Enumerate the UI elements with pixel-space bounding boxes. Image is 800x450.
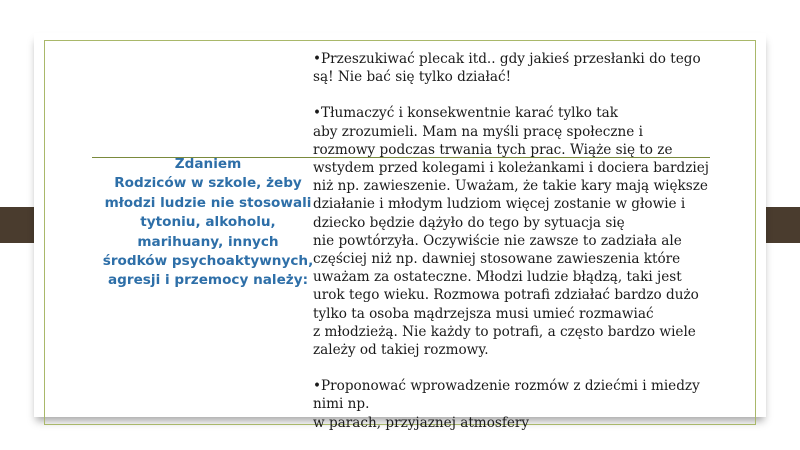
body-line: dziecko będzie dążyło do tego by sytuacja się bbox=[313, 214, 625, 231]
title-line: tytoniu, alkoholu, bbox=[140, 214, 276, 231]
title-line: Zdaniem bbox=[174, 156, 242, 172]
body-line: z młodzieżą. Nie każdy to potrafi, a często bardzo wiele bbox=[313, 323, 696, 340]
body-line: nie powtórzyła. Oczywiście nie zawsze to zadziała ale bbox=[313, 232, 682, 249]
body-line: •Tłumaczyć i konsekwentnie karać tylko tak bbox=[313, 105, 619, 122]
body-line: aby zrozumieli. Mam na myśli pracę społeczne i bbox=[313, 123, 644, 140]
body-line: nimi np. bbox=[313, 396, 370, 413]
bullet-paragraph bbox=[313, 377, 733, 432]
body-line: są! Nie bać się tylko działać! bbox=[313, 69, 512, 86]
body-line: •Przeszukiwać plecak itd.. gdy jakieś przesłanki do tego bbox=[313, 51, 701, 67]
left-decorative-band bbox=[0, 207, 34, 243]
body-line: niż np. zawieszenie. Uważam, że takie kary mają większe bbox=[313, 178, 708, 195]
body-line: w parach, przyjaznej atmosfery bbox=[313, 414, 530, 431]
body-line: tylko ta osoba mądrzejsza musi umieć rozmawiać bbox=[313, 305, 654, 322]
body-line: wstydem przed kolegami i koleżankami i dociera bardziej bbox=[313, 160, 709, 177]
title-line: agresji i przemocy należy: bbox=[107, 272, 309, 289]
body-line: urok tego wieku. Rozmowa potrafi zdziałać bardzo dużo bbox=[313, 287, 699, 304]
body-line: działanie i młodym ludziom więcej zostanie w głowie i bbox=[313, 196, 686, 213]
body-line: •Proponować wprowadzenie rozmów z dziećmi i miedzy bbox=[313, 378, 700, 395]
body-line: częściej niż np. dawniej stosowane zawieszenia które bbox=[313, 251, 681, 268]
title-line: marihuany, innych bbox=[137, 233, 279, 250]
body-line: zależy od takiej rozmowy. bbox=[313, 342, 489, 359]
slide-body bbox=[313, 50, 733, 450]
title-line: młodzi ludzie nie stosowali bbox=[104, 194, 312, 211]
right-decorative-band bbox=[766, 207, 800, 243]
bullet-paragraph bbox=[313, 50, 733, 86]
slide-title bbox=[88, 155, 328, 291]
body-line: rozmowy podczas trwania tych prac. Wiąże się to ze bbox=[313, 141, 673, 158]
body-line: uważam za ostateczne. Młodzi ludzie błądzą, taki jest bbox=[313, 269, 682, 286]
bullet-paragraph bbox=[313, 104, 733, 359]
title-line: Rodziców w szkole, żeby bbox=[114, 175, 302, 192]
title-line: środków psychoaktywnych, bbox=[102, 253, 314, 270]
